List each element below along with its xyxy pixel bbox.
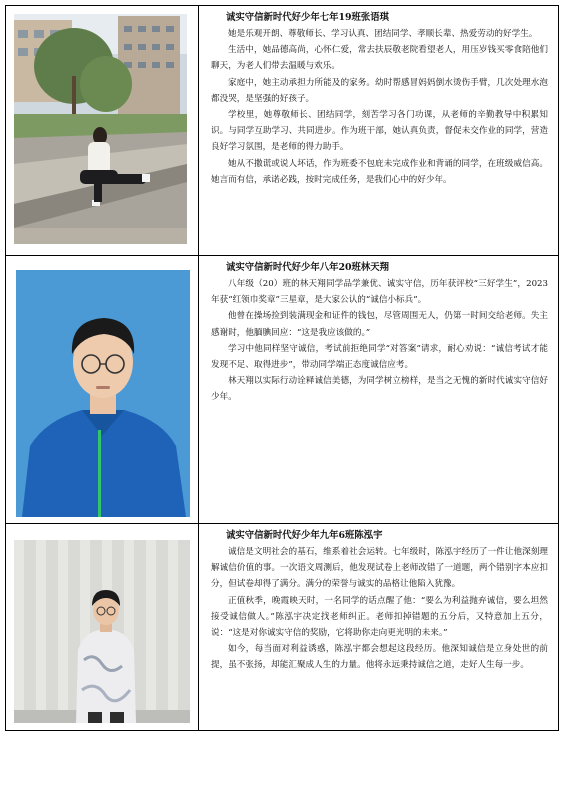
entry-paragraph: 如今，每当面对利益诱惑，陈泓宇都会想起这段经历。他深知诚信是立身处世的前提，虽不张扬，却能汇聚成人生的力量。他将永远秉持诚信之道，走好人生每一步。 [211, 644, 548, 671]
entry-paragraph: 学校里，她尊敬师长、团结同学，刻苦学习各门功课，从老师的辛勤教导中积累知识。与同学互助学习、共同进步。作为班干部，她认真负责，督促未交作业的同学，营造良好学习氛围，是老师的得力助手。 [211, 110, 548, 153]
entry-paragraph: 诚信是文明社会的基石，维系着社会运转。七年级时，陈泓宇经历了一件让他深刻理解诚信价值的事。一次语文周测后，他发现试卷上老师改错了一道题，两个错别字本应扣分，但试卷却得了满分。满分的荣誉与诚实的品格让他陷入犹豫。 [211, 547, 548, 590]
entry-paragraph: 家庭中，她主动承担力所能及的家务。幼时帮感冒妈妈倒水烫伤手臂，几次处理水泡都没哭，是坚强的好孩子。 [211, 77, 548, 104]
photo-cell [6, 524, 199, 730]
text-cell [199, 6, 558, 255]
entry-paragraph: 正值秋季，晚霞映天时，一名同学的话点醒了他：“要么为利益抛弃诚信，要么坦然接受诚信做人。”陈泓宇决定找老师纠正。老师扣掉错题的五分后，又特意加上五分，说：“这是对你诚实守信的奖励，它将助你走向更光明的未来。” [211, 595, 548, 639]
table-row [6, 524, 558, 730]
student-photo-lin [16, 270, 190, 517]
student-photo-chen [14, 540, 190, 723]
entry-paragraph: 学习中他同样坚守诚信，考试前拒绝同学“对答案”请求，耐心劝说：“诚信考试才能发现不足、取得进步”，带动同学端正态度诚信应考。 [211, 343, 548, 371]
entry-paragraph: 林天翔以实际行动诠释诚信美德，为同学树立榜样，是当之无愧的新时代诚实守信好少年。 [211, 376, 548, 403]
entry-title: 诚实守信新时代好少年七年19班张语琪 [226, 12, 390, 23]
student-photo-zhang [14, 14, 187, 244]
table-row [6, 256, 558, 524]
photo-cell [6, 6, 199, 255]
campus-photo-image [14, 14, 187, 244]
entry-paragraph: 生活中，她品德高尚，心怀仁爱，常去扶辰敬老院看望老人，用压岁钱买零食陪他们聊天，为老人们带去温暖与欢乐。 [211, 45, 548, 72]
text-cell [199, 256, 558, 523]
entry-paragraph: 她是乐观开朗、尊敬师长、学习认真、团结同学、孝顺长辈、热爱劳动的好学生。 [228, 29, 538, 39]
text-cell [199, 524, 558, 730]
entry-paragraph: 她从不撒谎或说人坏话，作为班委不包庇未完成作业和背诵的同学，在班级威信高。她言而有信，承诺必践，按时完成任务，是我们心中的好少年。 [211, 158, 548, 185]
entry-title: 诚实守信新时代好少年九年6班陈泓宇 [226, 530, 383, 541]
entry-paragraph: 八年级（20）班的林天翔同学品学兼优、诚实守信，历年获评校“三好学生”，2023年获“红领巾奖章”三星章，是大家公认的“诚信小标兵”。 [211, 279, 548, 306]
photo-cell [6, 256, 199, 523]
profile-table [5, 5, 559, 731]
entry-title: 诚实守信新时代好少年八年20班林天翔 [226, 262, 390, 273]
entry-paragraph: 他曾在操场捡到装满现金和证件的钱包，尽管周围无人，仍第一时间交给老师。失主感谢时，他腼腆回应：“这是我应该做的。” [211, 311, 548, 338]
portrait-photo-image [16, 270, 190, 517]
table-row [6, 6, 558, 256]
portrait-photo-image [14, 540, 190, 723]
